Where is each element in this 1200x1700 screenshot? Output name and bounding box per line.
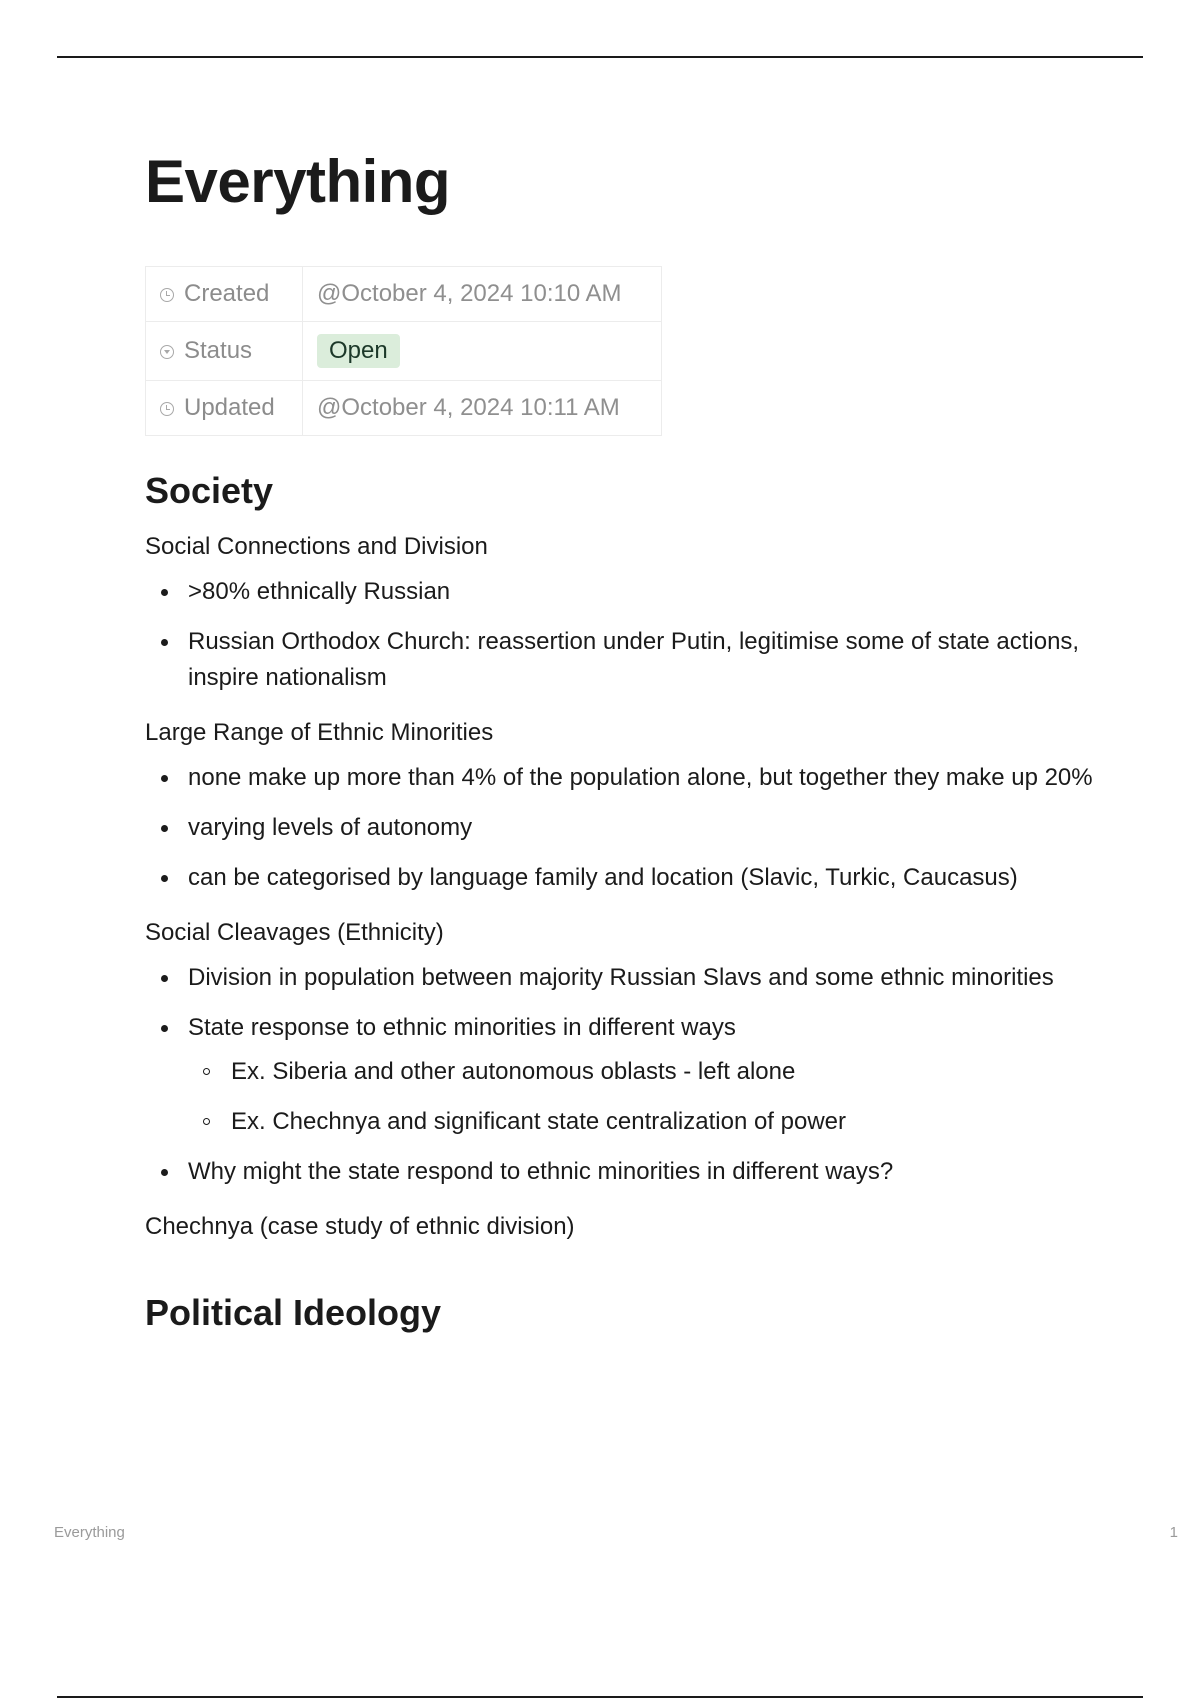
list-item-text: State response to ethnic minorities in different ways: [188, 1014, 736, 1041]
properties-table: [145, 266, 662, 436]
footer-title: Everything: [54, 1524, 125, 1541]
list-item: varying levels of autonomy: [145, 810, 1105, 846]
subsection-title: Social Cleavages (Ethnicity): [145, 919, 444, 946]
property-row-updated: [146, 381, 662, 436]
bullet-list: [145, 760, 1105, 896]
list-item: can be categorised by language family and location (Slavic, Turkic, Caucasus): [145, 860, 1105, 896]
bottom-rule: [57, 1696, 1143, 1698]
page-content: [145, 140, 1105, 1346]
property-row-status: [146, 322, 662, 381]
sub-list-item: Ex. Chechnya and significant state centralization of power: [188, 1104, 1105, 1140]
property-key: [146, 381, 303, 436]
section-heading-political-ideology: Political Ideology: [145, 1292, 442, 1333]
subsection-title: Large Range of Ethnic Minorities: [145, 719, 494, 746]
bullet-list: [145, 574, 1105, 696]
clock-icon: [160, 402, 174, 416]
list-item: Russian Orthodox Church: reassertion under Putin, legitimise some of state actions, inspire nationalism: [145, 624, 1105, 696]
status-icon: [160, 345, 174, 359]
page-title: Everything: [145, 148, 451, 215]
list-item: none make up more than 4% of the population alone, but together they make up 20%: [145, 760, 1105, 796]
sub-list-item: Ex. Siberia and other autonomous oblasts - left alone: [188, 1054, 1105, 1090]
property-key: [146, 267, 303, 322]
footer-page-number: 1: [1169, 1524, 1178, 1541]
list-item: Why might the state respond to ethnic minorities in different ways?: [145, 1154, 1105, 1190]
bullet-list: [145, 960, 1105, 1190]
property-key: [146, 322, 303, 381]
section-heading-society: Society: [145, 470, 274, 511]
status-badge[interactable]: Open: [317, 334, 400, 368]
subsection-title: Social Connections and Division: [145, 533, 488, 560]
list-item: [145, 1010, 1105, 1140]
sub-bullet-list: [188, 1054, 1105, 1140]
property-value: [303, 322, 662, 381]
property-label: Updated: [184, 394, 275, 421]
property-row-created: [146, 267, 662, 322]
property-label: Created: [184, 280, 270, 307]
list-item: >80% ethnically Russian: [145, 574, 1105, 610]
list-item: Division in population between majority Russian Slavs and some ethnic minorities: [145, 960, 1105, 996]
property-label: Status: [184, 337, 253, 364]
property-value[interactable]: @October 4, 2024 10:10 AM: [303, 267, 662, 322]
top-rule: [57, 56, 1143, 58]
clock-icon: [160, 288, 174, 302]
subsection-title: Chechnya (case study of ethnic division): [145, 1213, 575, 1240]
property-value[interactable]: @October 4, 2024 10:11 AM: [303, 381, 662, 436]
